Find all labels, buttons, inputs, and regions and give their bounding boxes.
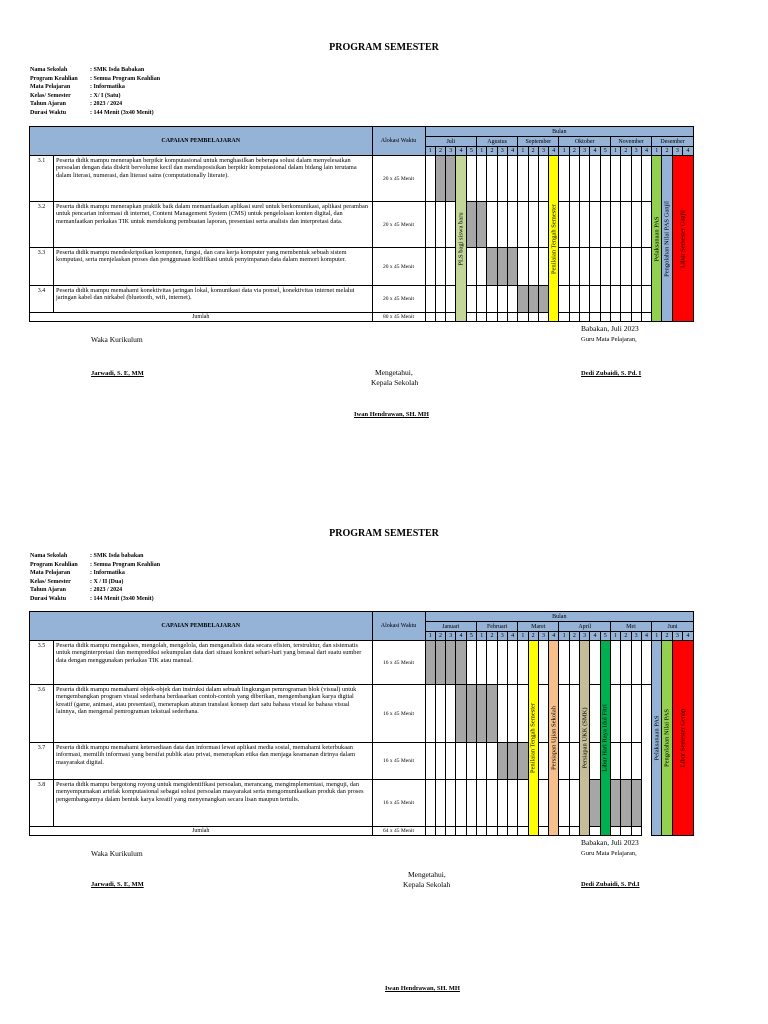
week-number: 2 — [435, 147, 445, 156]
row-number: 3.6 — [30, 685, 54, 743]
week-number: 1 — [559, 632, 569, 641]
event-label: Penilaian Tengah Semester — [529, 702, 537, 774]
row-description: Peserta didik mampu mendeskripsikan komponen, fungsi, dan cara kerja komputer yang membentuk sebuah sistem komputasi, serta menjelaskan proses dan penggunaan kodifikasi untuk penyimpanan data dalam memori komputer. — [54, 248, 372, 286]
week-number: 3 — [672, 147, 682, 156]
week-number: 4 — [682, 147, 693, 156]
week-number: 5 — [600, 147, 610, 156]
row-allocation: 20 x 45 Menit — [372, 156, 425, 202]
week-number: 1 — [652, 147, 662, 156]
week-number: 3 — [538, 147, 548, 156]
table-row — [30, 156, 694, 202]
week-number: 4 — [456, 147, 466, 156]
table-row — [30, 248, 694, 286]
sign-kepsek-name: Iwan Hendrawan, SH. MH — [354, 411, 429, 418]
event-column — [672, 641, 693, 836]
info-label: Kelas/ Semester — [30, 92, 71, 99]
schedule-table — [29, 611, 694, 836]
week-number: 3 — [580, 632, 590, 641]
table-row — [30, 780, 694, 827]
info-label: Nama Sekolah — [30, 553, 68, 559]
schedule-table — [29, 126, 694, 322]
sign-kepsek-title: Kepala Sekolah — [371, 378, 419, 387]
event-label: Persiapan UKK (SMK) — [581, 707, 589, 769]
sign-guru-name: Dedi Zubaidi, S. Pd. I — [581, 370, 642, 377]
sign-waka-title: Waka Kurikulum — [91, 849, 143, 858]
page-title: PROGRAM SEMESTER — [329, 528, 439, 539]
total-label: Jumlah — [30, 827, 373, 836]
month-header: Oktober — [559, 137, 610, 147]
header-bulan: Bulan — [425, 127, 693, 137]
week-number: 1 — [652, 632, 662, 641]
table-row — [30, 202, 694, 248]
week-number: 3 — [631, 632, 641, 641]
row-allocation: 20 x 45 Menit — [372, 248, 425, 286]
info-value: : Informatika — [90, 570, 125, 576]
week-number: 1 — [610, 147, 620, 156]
info-value: : SMK Isda Babakan — [90, 67, 145, 73]
event-label: Libur Semester Ganjil — [679, 209, 687, 268]
row-allocation: 16 x 45 Menit — [372, 641, 425, 685]
month-header: Januari — [425, 622, 476, 632]
info-value: : 2023 / 2024 — [90, 101, 123, 107]
week-number: 4 — [641, 147, 651, 156]
week-number: 2 — [528, 147, 538, 156]
week-number: 2 — [621, 632, 631, 641]
sign-guru-title: Guru Mata Pelajaran, — [581, 850, 637, 857]
total-label: Jumlah — [30, 313, 373, 322]
header-capaian: CAPAIAN PEMBELAJARAN — [30, 612, 373, 641]
total-value: 64 x 45 Menit — [372, 827, 425, 836]
row-description: Peserta didik mampu menerapkan praktik baik dalam memanfaatkan aplikasi surel untuk berkomunikasi, aplikasi peramban untuk pencarian informasi di internet, Content Management System (CMS) untuk pengelolaan konten digital, dan memanfaatkan perkakas TIK untuk mendukung pembuatan laporan, presentasi serta analisis dan interpretasi data. — [54, 202, 372, 248]
sign-kepsek-name: Iwan Hendrawan, SH. MH — [385, 985, 460, 992]
info-value: : SMK Isda babakan — [90, 553, 144, 559]
table-row — [30, 685, 694, 743]
month-header: Agustus — [477, 137, 518, 147]
event-column — [652, 156, 662, 322]
info-value: : Semua Program Keahlian — [90, 561, 161, 568]
month-header: Maret — [518, 622, 559, 632]
month-header: April — [559, 622, 610, 632]
info-value: : X/ I (Satu) — [90, 92, 121, 99]
sign-guru-title: Guru Mata Pelajaran, — [581, 336, 637, 343]
event-column — [456, 156, 466, 322]
row-description: Peserta didik mampu mengakses, mengolah, mengelola, dan menganalisis data secara efisien, terstruktur, dan sistematis untuk menginterpretasi dan memprediksi sekumpulan data dari situasi konkret sehari-hari yang berasal dari suatu sumber data dengan menggunakan perkakas TIK atau manual. — [54, 641, 372, 685]
week-number: 2 — [662, 632, 672, 641]
week-number: 1 — [477, 147, 487, 156]
week-number: 2 — [528, 632, 538, 641]
event-column — [549, 641, 559, 836]
row-number: 3.4 — [30, 286, 54, 313]
row-number: 3.7 — [30, 743, 54, 780]
event-label: Pelaksanaan PAS — [653, 715, 661, 761]
week-number: 2 — [487, 147, 497, 156]
week-number: 2 — [621, 147, 631, 156]
row-number: 3.5 — [30, 641, 54, 685]
info-value: : X / II (Dua) — [90, 578, 124, 585]
event-label: PLS bagi siswa baru — [457, 211, 465, 266]
sign-mengetahui: Mengetahui, — [375, 368, 413, 377]
sign-waka-name: Jarwadi, S. E, MM — [91, 881, 144, 888]
event-column — [580, 641, 590, 836]
row-number: 3.2 — [30, 202, 54, 248]
row-number: 3.1 — [30, 156, 54, 202]
event-column — [652, 641, 662, 836]
info-value: : Informatika — [90, 84, 125, 90]
header-bulan: Bulan — [425, 612, 693, 622]
school-info — [30, 66, 160, 117]
row-number: 3.8 — [30, 780, 54, 827]
table-row — [30, 641, 694, 685]
event-label: Persiapan Ujian Sekolah — [550, 706, 558, 770]
event-label: Pengolahan Nilai PAS — [663, 709, 671, 767]
week-number: 1 — [518, 632, 528, 641]
event-column — [528, 641, 538, 836]
info-label: Program Keahlian — [30, 561, 78, 568]
row-description: Peserta didik mampu bergotong royong untuk mengidentifikasi persoalan, merancang, mengimplementasi, menguji, dan menyempurnakan artefak komputasional sebagai solusi persoalan masyarakat serta mengomunikasikan produk dan proses pengembangannya dalam bentuk karya kreatif yang menyenangkan secara lisan maupun tertulis. — [54, 780, 372, 827]
info-label: Kelas/ Semester — [30, 578, 71, 585]
total-row — [30, 827, 694, 836]
week-number: 3 — [446, 147, 456, 156]
header-alokasi: Alokasi Waktu — [372, 612, 425, 641]
event-column — [662, 156, 672, 322]
event-label: Pelaksanaan PAS — [653, 215, 661, 262]
row-allocation: 16 x 45 Menit — [372, 780, 425, 827]
info-label: Durasi Waktu — [30, 595, 67, 602]
row-description: Peserta didik mampu menerapkan berpikir komputasional untuk menghasilkan beberapa solusi dalam menyelesaikan persoalan dengan data diskrit bervolume kecil dan mendisposisikan berpikir komputasional dalam bidang lain terutama dalam literasi, numerasi, dan literasi sains (computationally literate). — [54, 156, 372, 202]
week-number: 5 — [466, 147, 476, 156]
week-number: 4 — [549, 632, 559, 641]
month-header: November — [610, 137, 651, 147]
week-number: 4 — [549, 147, 559, 156]
header-capaian: CAPAIAN PEMBELAJARAN — [30, 127, 373, 156]
sign-mengetahui: Mengetahui, — [408, 870, 446, 879]
sign-place-date: Babakan, Juli 2023 — [581, 838, 639, 847]
week-number: 5 — [466, 632, 476, 641]
info-label: Tahun Ajaran — [30, 587, 66, 593]
info-value: : Semua Program Keahlian — [90, 75, 161, 82]
row-allocation: 16 x 45 Menit — [372, 743, 425, 780]
month-header: Februari — [477, 622, 518, 632]
week-number: 2 — [569, 632, 579, 641]
header-alokasi: Alokasi Waktu — [372, 127, 425, 156]
info-value: : 2023 / 2024 — [90, 587, 123, 593]
sign-waka-title: Waka Kurikulum — [91, 335, 143, 344]
row-allocation: 20 x 45 Menit — [372, 286, 425, 313]
week-number: 3 — [672, 632, 682, 641]
week-number: 4 — [456, 632, 466, 641]
sign-guru-name: Dedi Zubaidi, S. Pd.I — [581, 881, 640, 888]
month-header: Juni — [652, 622, 694, 632]
week-number: 2 — [435, 632, 445, 641]
week-number: 4 — [590, 632, 600, 641]
week-number: 2 — [487, 632, 497, 641]
week-number: 3 — [580, 147, 590, 156]
row-allocation: 16 x 45 Menit — [372, 685, 425, 743]
row-allocation: 20 x 45 Menit — [372, 202, 425, 248]
month-header: Juli — [425, 137, 476, 147]
month-header: Mei — [610, 622, 651, 632]
info-label: Durasi Waktu — [30, 109, 67, 116]
week-number: 3 — [497, 632, 507, 641]
event-column — [662, 641, 672, 836]
sign-place-date: Babakan, Juli 2023 — [581, 324, 639, 333]
info-label: Tahun Ajaran — [30, 101, 66, 107]
info-label: Mata Pelajaran — [30, 570, 71, 576]
info-value: : 144 Menit (3x40 Menit) — [90, 109, 154, 116]
row-number: 3.3 — [30, 248, 54, 286]
week-number: 1 — [477, 632, 487, 641]
event-label: Libur Hari Raya Idul Fitri — [601, 704, 609, 772]
event-column — [600, 641, 610, 836]
week-number: 2 — [662, 147, 672, 156]
event-label: Penilaian Tengah Semester — [550, 203, 558, 274]
week-number: 1 — [610, 632, 620, 641]
event-label: Pengolahan Nilai PAS Ganjil — [663, 200, 671, 277]
sign-waka-name: Jarwadi, S. E, MM — [91, 370, 144, 377]
sign-kepsek-title: Kepala Sekolah — [403, 880, 451, 889]
week-number: 4 — [682, 632, 693, 641]
info-label: Mata Pelajaran — [30, 84, 71, 90]
event-label: Libur Semester Genap — [679, 708, 687, 768]
info-value: : 144 Menit (3x40 Menit) — [90, 595, 154, 602]
week-number: 5 — [600, 632, 610, 641]
week-number: 1 — [518, 147, 528, 156]
info-label: Program Keahlian — [30, 75, 78, 82]
row-description: Peserta didik mampu memahami konektivitas jaringan lokal, komunikasi data via ponsel, konektivitas internet melalui jaringan kabel dan nirkabel (bluetooth, wifi, internet). — [54, 286, 372, 313]
week-number: 3 — [446, 632, 456, 641]
table-row — [30, 286, 694, 313]
week-number: 4 — [507, 147, 517, 156]
page-title: PROGRAM SEMESTER — [329, 42, 439, 53]
event-column — [672, 156, 693, 322]
total-row — [30, 313, 694, 322]
week-number: 4 — [641, 632, 651, 641]
week-number: 3 — [631, 147, 641, 156]
week-number: 2 — [569, 147, 579, 156]
week-number: 1 — [559, 147, 569, 156]
table-row — [30, 743, 694, 780]
week-number: 4 — [507, 632, 517, 641]
week-number: 4 — [590, 147, 600, 156]
week-number: 1 — [425, 632, 435, 641]
week-number: 3 — [497, 147, 507, 156]
school-info — [30, 552, 160, 603]
info-label: Nama Sekolah — [30, 67, 68, 73]
row-description: Peserta didik mampu memahami ketersediaan data dan informasi lewat aplikasi media sosial, memahami keterbukaan informasi, memilih informasi yang bersifat publik atau privat, menerapkan etika dan menjaga keamanan dirinya dalam masyarakat digital. — [54, 743, 372, 780]
row-description: Peserta didik mampu memahami objek-objek dan instruksi dalam sebuah lingkungan pemrograman blok (visual) untuk mengembangkan program visual sederhana berdasarkan contoh-contoh yang diberikan, mengembangkan karya digital kreatif (game, animasi, atau presentasi), menerapkan aturan translasi konsep dari satu bahasa visual ke bahasa visual lainnya, dan mengenal pemrograman tekstual sederhana. — [54, 685, 372, 743]
event-column — [549, 156, 559, 322]
week-number: 1 — [425, 147, 435, 156]
month-header: Desember — [652, 137, 694, 147]
month-header: September — [518, 137, 559, 147]
total-value: 80 x 45 Menit — [372, 313, 425, 322]
week-number: 3 — [538, 632, 548, 641]
